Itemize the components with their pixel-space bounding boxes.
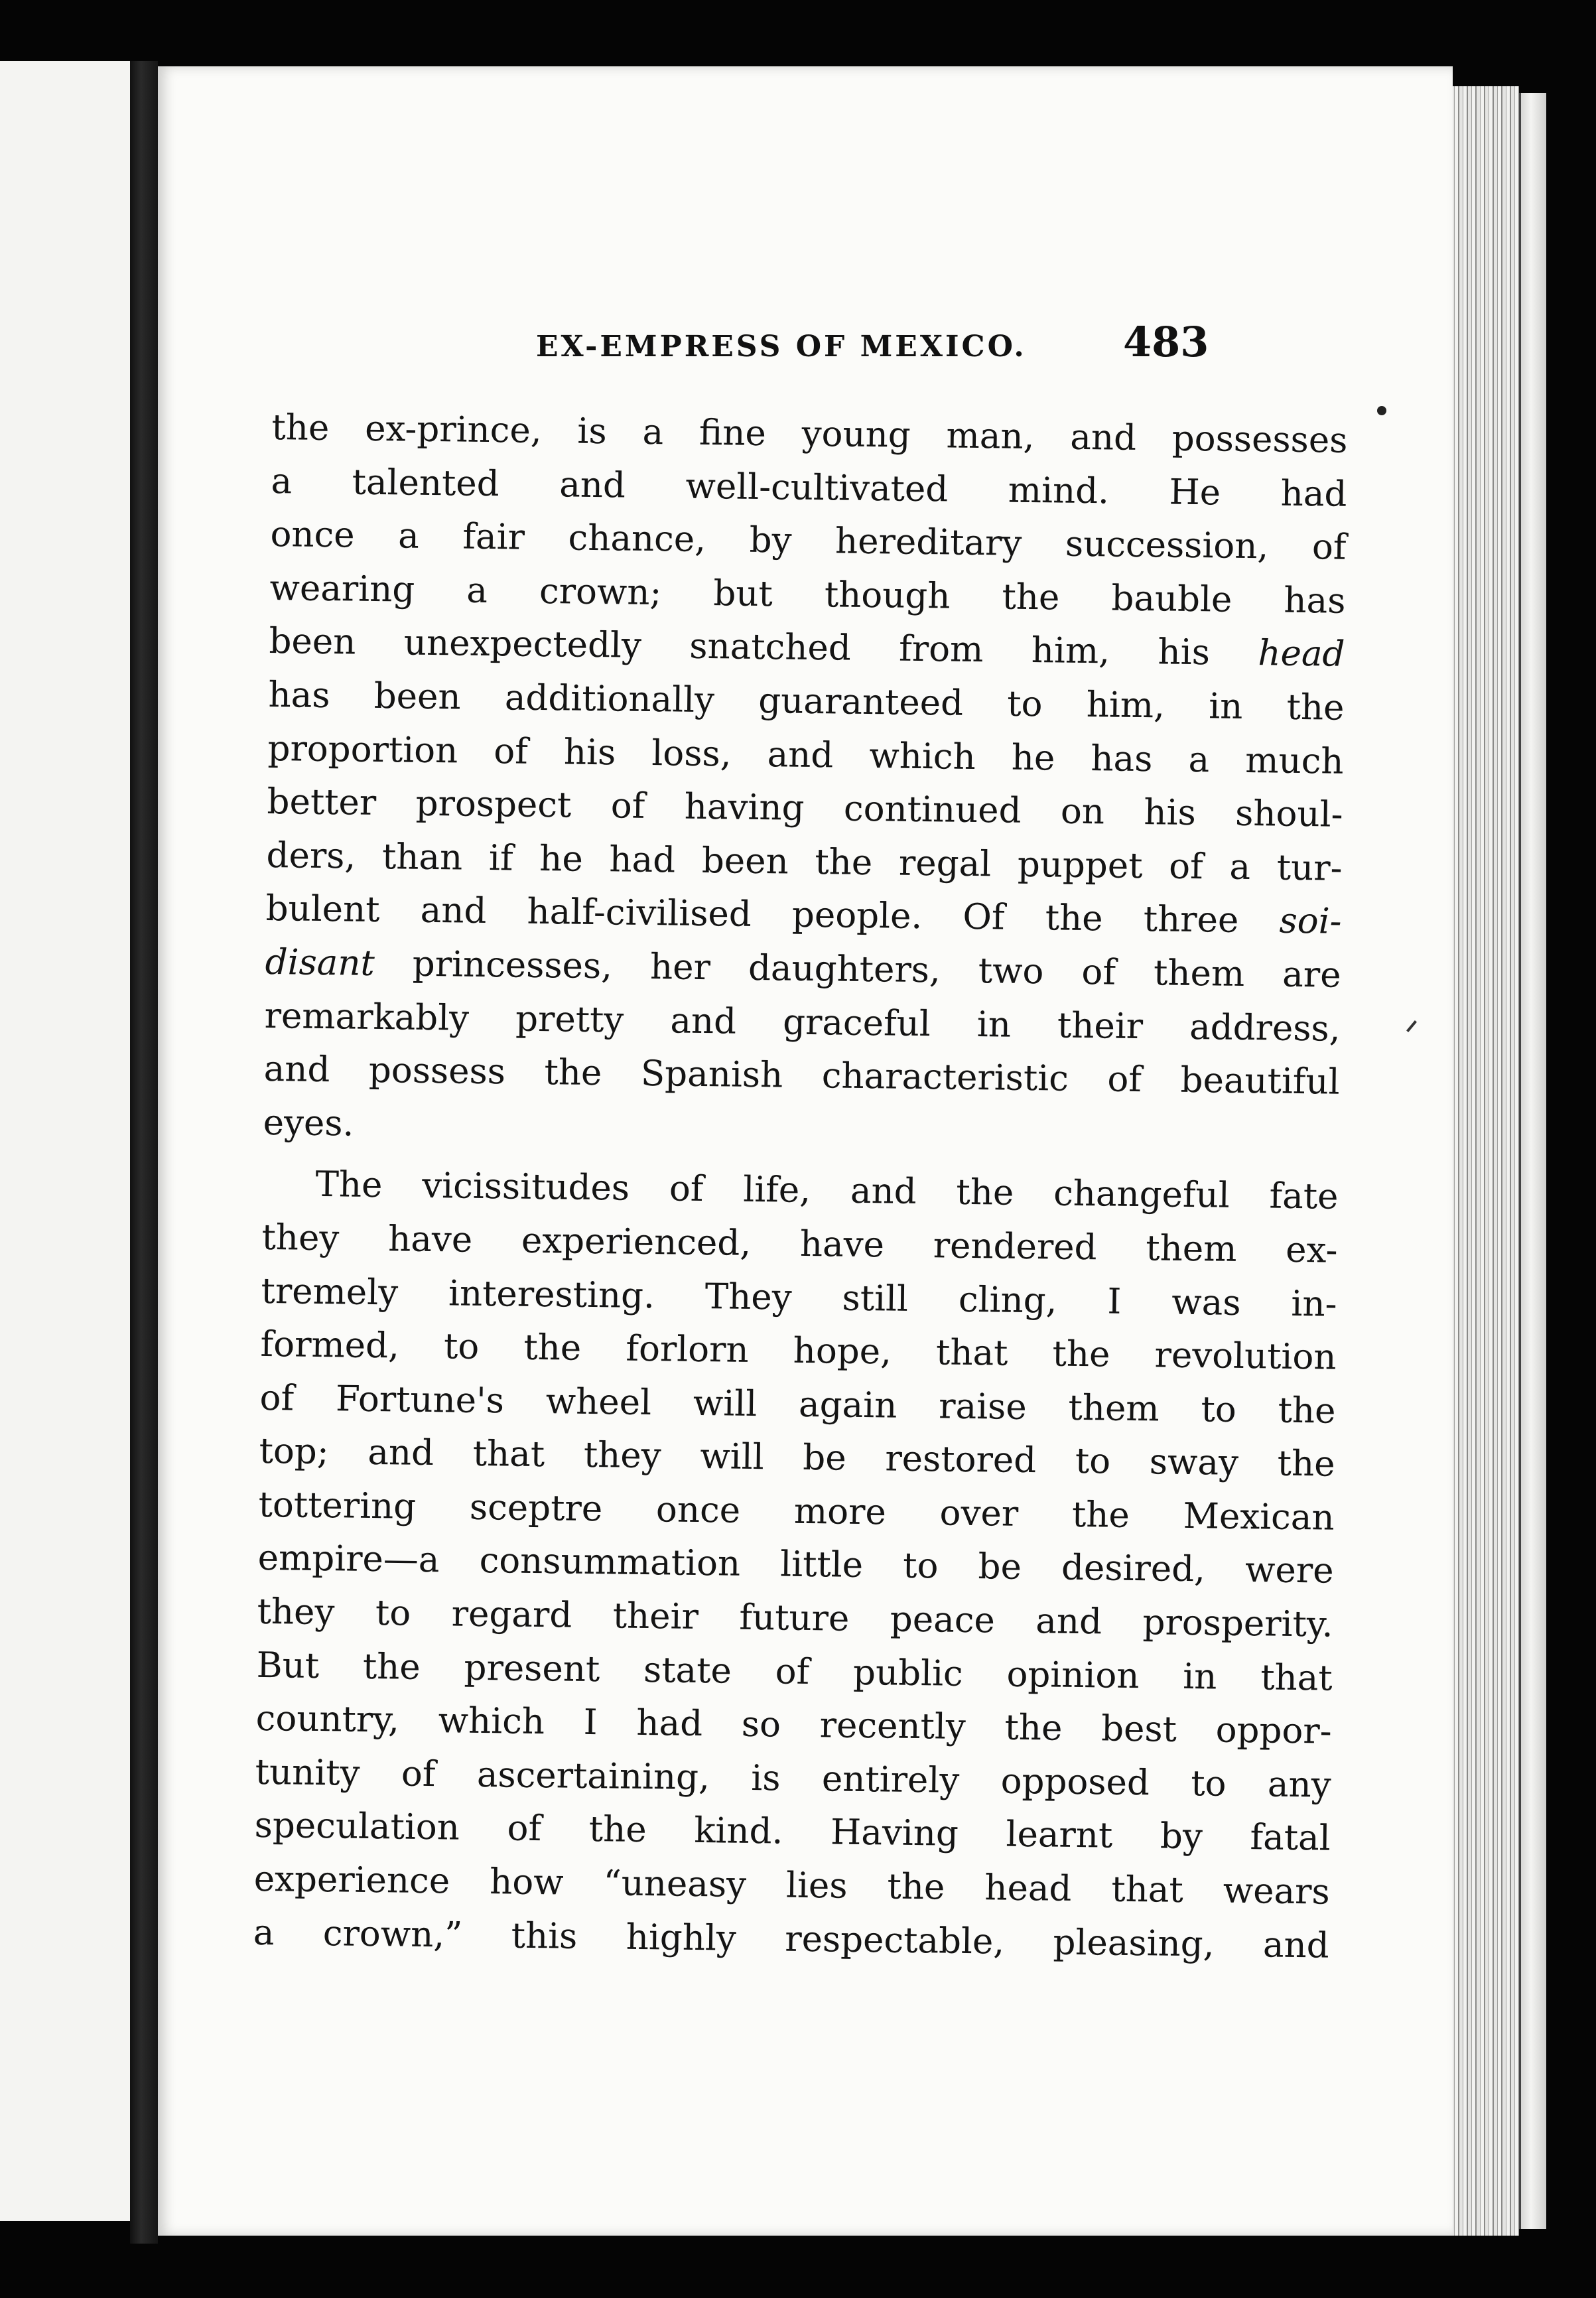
- text-line: formed, to the forlorn hope, that the revolution: [260, 1323, 1337, 1378]
- text-line: has been additionally guaranteed to him, in the: [268, 674, 1345, 728]
- book-page: [158, 66, 1453, 2236]
- text-line: a talented and well-cultivated mind. He had: [271, 460, 1347, 515]
- book-fore-edge: [1519, 93, 1546, 2229]
- text-line: of Fortune's wheel will again raise them to the: [259, 1377, 1336, 1432]
- text-line: better prospect of having continued on his shoul-: [267, 781, 1343, 835]
- text-line: tunity of ascertaining, is entirely opposed to any: [255, 1751, 1332, 1806]
- text-line: wearing a crown; but though the bauble has: [269, 567, 1346, 622]
- text-line: ders, than if he had been the regal puppet of a tur-: [266, 835, 1343, 889]
- paragraph-end-line: eyes.: [263, 1102, 354, 1144]
- text-line: and possess the Spanish characteristic of beautiful: [263, 1049, 1340, 1103]
- running-title: EX-EMPRESS OF MEXICO.: [536, 330, 1027, 364]
- page-number: 483: [1123, 318, 1209, 366]
- text-line: once a fair chance, by hereditary succession, of: [270, 514, 1347, 568]
- text-line: they to regard their future peace and prosperity.: [257, 1591, 1333, 1645]
- text-run: princesses, her daughters, two of them are: [412, 943, 1341, 996]
- text-line: a crown,” this highly respectable, pleasing, and: [253, 1912, 1330, 1966]
- facing-page-edge: [0, 61, 134, 2221]
- text-line: remarkably pretty and graceful in their address,: [264, 995, 1341, 1049]
- text-line: they have experienced, have rendered them ex-: [261, 1217, 1338, 1271]
- scan-speck: [1377, 406, 1386, 415]
- text-run: bulent and half-civilised people. Of the three: [265, 888, 1239, 941]
- text-line: the ex-prince, is a fine young man, and possesses: [271, 407, 1348, 461]
- text-line: speculation of the kind. Having learnt by fatal: [254, 1805, 1331, 1859]
- running-head: [158, 269, 1453, 366]
- text-line: tottering sceptre once more over the Mexican: [258, 1484, 1335, 1538]
- text-line: proportion of his loss, and which he has a much: [267, 728, 1344, 782]
- text-line: But the present state of public opinion in that: [256, 1645, 1333, 1699]
- text-run: been unexpectedly snatched from him, his: [269, 621, 1211, 673]
- book-gutter: [130, 61, 158, 2244]
- page-stack-edges: [1446, 86, 1519, 2236]
- text-line: top; and that they will be restored to sway the: [259, 1431, 1335, 1485]
- text-line: tremely interesting. They still cling, I was in-: [261, 1270, 1337, 1325]
- text-line: country, which I had so recently the best oppor-: [255, 1698, 1332, 1752]
- paragraph-start-line: The vicissitudes of life, and the changeful fate: [315, 1164, 1339, 1218]
- italic-word: head: [1258, 633, 1345, 675]
- italic-word: disant: [265, 941, 375, 984]
- body-text: [253, 401, 1348, 1973]
- text-line: empire—a consummation little to be desired, were: [257, 1538, 1334, 1592]
- italic-word: soi-: [1279, 900, 1342, 943]
- text-line: experience how “uneasy lies the head that wears: [253, 1858, 1331, 1913]
